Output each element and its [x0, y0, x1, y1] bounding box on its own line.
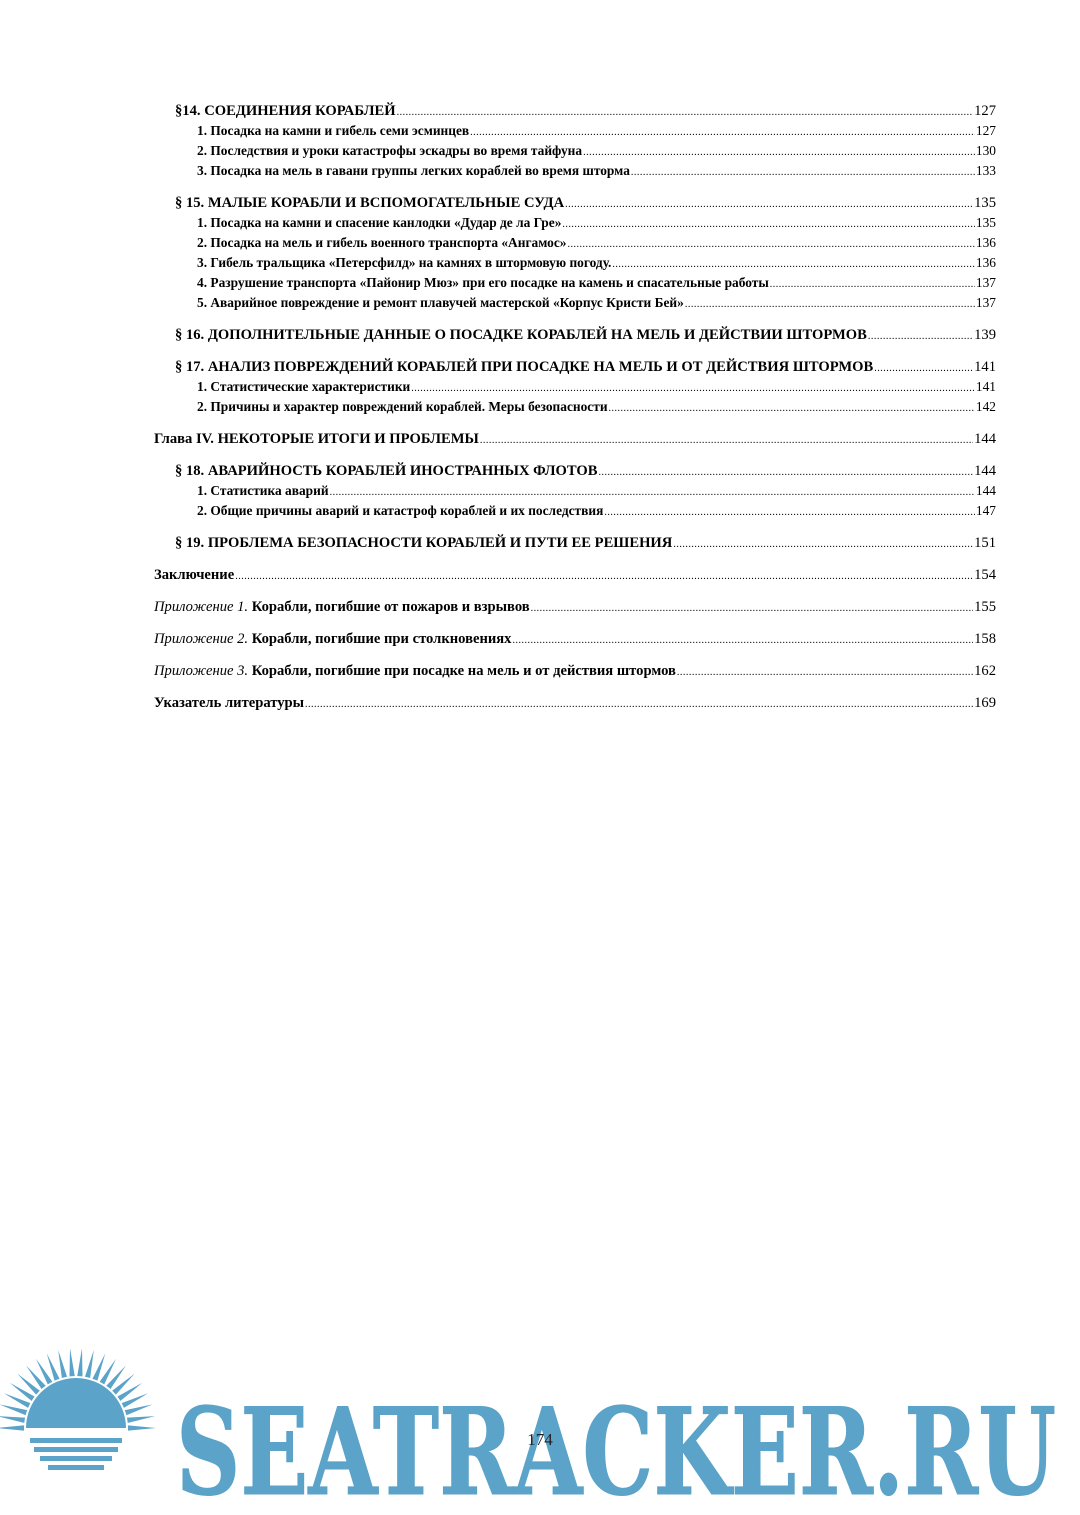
dot-leader [397, 104, 974, 122]
appendix-prefix: Приложение 3. [154, 663, 249, 679]
watermark-text: SEATRACKER.RU [176, 1382, 1056, 1515]
toc-entry[interactable] [154, 294, 996, 314]
toc-entry-page: 169 [974, 695, 996, 711]
toc-entry-text: 1. Посадка на камни и спасение канлодки «Дудар де ла Гре» [197, 215, 562, 230]
toc-entry-page: 136 [975, 255, 996, 270]
toc-entry-text: Глава IV. НЕКОТОРЫЕ ИТОГИ И ПРОБЛЕМЫ [154, 431, 479, 447]
toc-entry[interactable] [154, 430, 996, 450]
toc-entry[interactable] [154, 122, 996, 142]
toc-entry-page: 137 [975, 275, 996, 290]
toc-entry[interactable] [154, 694, 996, 714]
toc-entry-title [154, 598, 530, 616]
toc-entry-text: Указатель литературы [154, 695, 305, 711]
dot-leader [612, 256, 975, 274]
dot-leader [470, 124, 975, 142]
appendix-prefix: Приложение 1. [154, 599, 249, 615]
dot-leader [609, 400, 975, 418]
toc-entry-text: 2. Общие причины аварий и катастроф кораблей и их последствия [197, 503, 604, 518]
toc-entry-page: 144 [974, 463, 996, 479]
toc-entry-title [197, 398, 608, 416]
toc-entry[interactable] [154, 566, 996, 586]
appendix-prefix: Приложение 2. [154, 631, 249, 647]
toc-entry[interactable] [154, 274, 996, 294]
toc-entry-page: 133 [975, 163, 996, 178]
dot-leader [685, 296, 975, 314]
toc-entry[interactable] [154, 630, 996, 650]
dot-leader [868, 328, 973, 346]
toc-entry-title [197, 482, 329, 500]
dot-leader [531, 600, 973, 618]
toc-entry-text: §14. СОЕДИНЕНИЯ КОРАБЛЕЙ [175, 103, 396, 119]
toc-entry-page: 147 [975, 503, 996, 518]
toc-entry-title [197, 254, 611, 272]
toc-entry-text: § 19. ПРОБЛЕМА БЕЗОПАСНОСТИ КОРАБЛЕЙ И ПУТИ ЕЕ РЕШЕНИЯ [175, 535, 673, 551]
toc-entry-page: 162 [974, 663, 996, 679]
toc-entry-text: 1. Посадка на камни и гибель семи эсминцев [197, 123, 470, 138]
toc-entry-page: 142 [975, 399, 996, 414]
toc-entry-title [197, 294, 684, 312]
dot-leader [235, 568, 973, 586]
toc-entry-title [175, 358, 873, 376]
toc-entry-page: 130 [975, 143, 996, 158]
toc-entry[interactable] [154, 598, 996, 618]
toc-entry-text: 2. Причины и характер повреждений кораблей. Меры безопасности [197, 399, 608, 414]
toc-entry-page: 135 [974, 195, 996, 211]
toc-entry-page: 139 [974, 327, 996, 343]
toc-entry-text: Заключение [154, 567, 235, 583]
table-of-contents [154, 102, 996, 714]
toc-entry[interactable] [154, 662, 996, 682]
toc-entry-title [197, 502, 603, 520]
toc-entry-title [197, 214, 561, 232]
dot-leader [874, 360, 973, 378]
toc-entry-title [175, 462, 597, 480]
toc-entry-title [175, 326, 867, 344]
dot-leader [480, 432, 973, 450]
toc-entry-title [197, 122, 469, 140]
dot-leader [562, 216, 975, 234]
toc-entry[interactable] [154, 102, 996, 122]
toc-entry-title [197, 162, 630, 180]
dot-leader [604, 504, 975, 522]
toc-entry-title [154, 630, 511, 648]
toc-entry-title [197, 378, 410, 396]
dot-leader [305, 696, 973, 714]
toc-entry-title [175, 102, 396, 120]
toc-entry-title [197, 274, 769, 292]
toc-entry-text: § 16. ДОПОЛНИТЕЛЬНЫЕ ДАННЫЕ О ПОСАДКЕ КОРАБЛЕЙ НА МЕЛЬ И ДЕЙСТВИИ ШТОРМОВ [175, 327, 867, 343]
toc-entry-page: 141 [975, 379, 996, 394]
toc-entry[interactable] [154, 378, 996, 398]
toc-entry-page: 155 [974, 599, 996, 615]
toc-entry[interactable] [154, 326, 996, 346]
page-number: 174 [527, 1430, 553, 1449]
toc-entry-page: 158 [974, 631, 996, 647]
dot-leader [673, 536, 973, 554]
toc-entry-text: 1. Статистические характеристики [197, 379, 411, 394]
toc-entry[interactable] [154, 234, 996, 254]
dot-leader [598, 464, 973, 482]
toc-entry[interactable] [154, 214, 996, 234]
toc-entry[interactable] [154, 502, 996, 522]
dot-leader [770, 276, 975, 294]
toc-entry-text: 4. Разрушение транспорта «Пайонир Мюз» при его посадке на камень и спасательные работы [197, 275, 769, 290]
toc-entry[interactable] [154, 398, 996, 418]
dot-leader [330, 484, 975, 502]
toc-entry-title [154, 694, 304, 712]
dot-leader [631, 164, 975, 182]
toc-entry-title [154, 662, 676, 680]
toc-entry-page: 144 [975, 483, 996, 498]
toc-entry-page: 144 [974, 431, 996, 447]
toc-entry-text: § 18. АВАРИЙНОСТЬ КОРАБЛЕЙ ИНОСТРАННЫХ ФЛОТОВ [175, 463, 598, 479]
toc-entry-text: Корабли, погибшие при столкновениях [248, 631, 512, 647]
toc-entry-text: § 15. МАЛЫЕ КОРАБЛИ И ВСПОМОГАТЕЛЬНЫЕ СУДА [175, 195, 565, 211]
toc-entry-text: 1. Статистика аварий [197, 483, 329, 498]
toc-entry-title [197, 234, 567, 252]
sun-logo-icon [0, 1348, 156, 1480]
dot-leader [565, 196, 973, 214]
toc-entry-page: 127 [975, 123, 996, 138]
toc-entry[interactable] [154, 142, 996, 162]
toc-entry-page: 151 [974, 535, 996, 551]
toc-entry-text: 3. Гибель тральщика «Петерсфилд» на камнях в штормовую погоду. [197, 255, 612, 270]
dot-leader [568, 236, 975, 254]
toc-entry-text: 2. Посадка на мель и гибель военного транспорта «Ангамос» [197, 235, 567, 250]
dot-leader [583, 144, 975, 162]
toc-entry-page: 154 [974, 567, 996, 583]
toc-entry-title [175, 194, 564, 212]
toc-entry[interactable] [154, 534, 996, 554]
toc-entry[interactable] [154, 194, 996, 214]
toc-entry-title [175, 534, 672, 552]
toc-entry-page: 127 [974, 103, 996, 119]
toc-entry-title [197, 142, 582, 160]
toc-entry[interactable] [154, 162, 996, 182]
toc-entry-page: 136 [975, 235, 996, 250]
toc-entry-text: 3. Посадка на мель в гавани группы легких кораблей во время шторма [197, 163, 630, 178]
toc-entry-text: 2. Последствия и уроки катастрофы эскадры во время тайфуна [197, 143, 583, 158]
toc-entry-page: 135 [975, 215, 996, 230]
toc-entry[interactable] [154, 482, 996, 502]
toc-entry-text: 5. Аварийное повреждение и ремонт плавучей мастерской «Корпус Кристи Бей» [197, 295, 684, 310]
dot-leader [411, 380, 975, 398]
toc-entry-text: § 17. АНАЛИЗ ПОВРЕЖДЕНИЙ КОРАБЛЕЙ ПРИ ПОСАДКЕ НА МЕЛЬ И ОТ ДЕЙСТВИЯ ШТОРМОВ [175, 359, 874, 375]
toc-entry-text: Корабли, погибшие от пожаров и взрывов [248, 599, 530, 615]
toc-entry[interactable] [154, 254, 996, 274]
toc-entry[interactable] [154, 358, 996, 378]
toc-entry-page: 137 [975, 295, 996, 310]
toc-entry[interactable] [154, 462, 996, 482]
toc-entry-page: 141 [974, 359, 996, 375]
toc-entry-text: Корабли, погибшие при посадке на мель и от действия штормов [248, 663, 676, 679]
toc-entry-title [154, 430, 479, 448]
toc-entry-title [154, 566, 234, 584]
dot-leader [677, 664, 973, 682]
dot-leader [512, 632, 973, 650]
